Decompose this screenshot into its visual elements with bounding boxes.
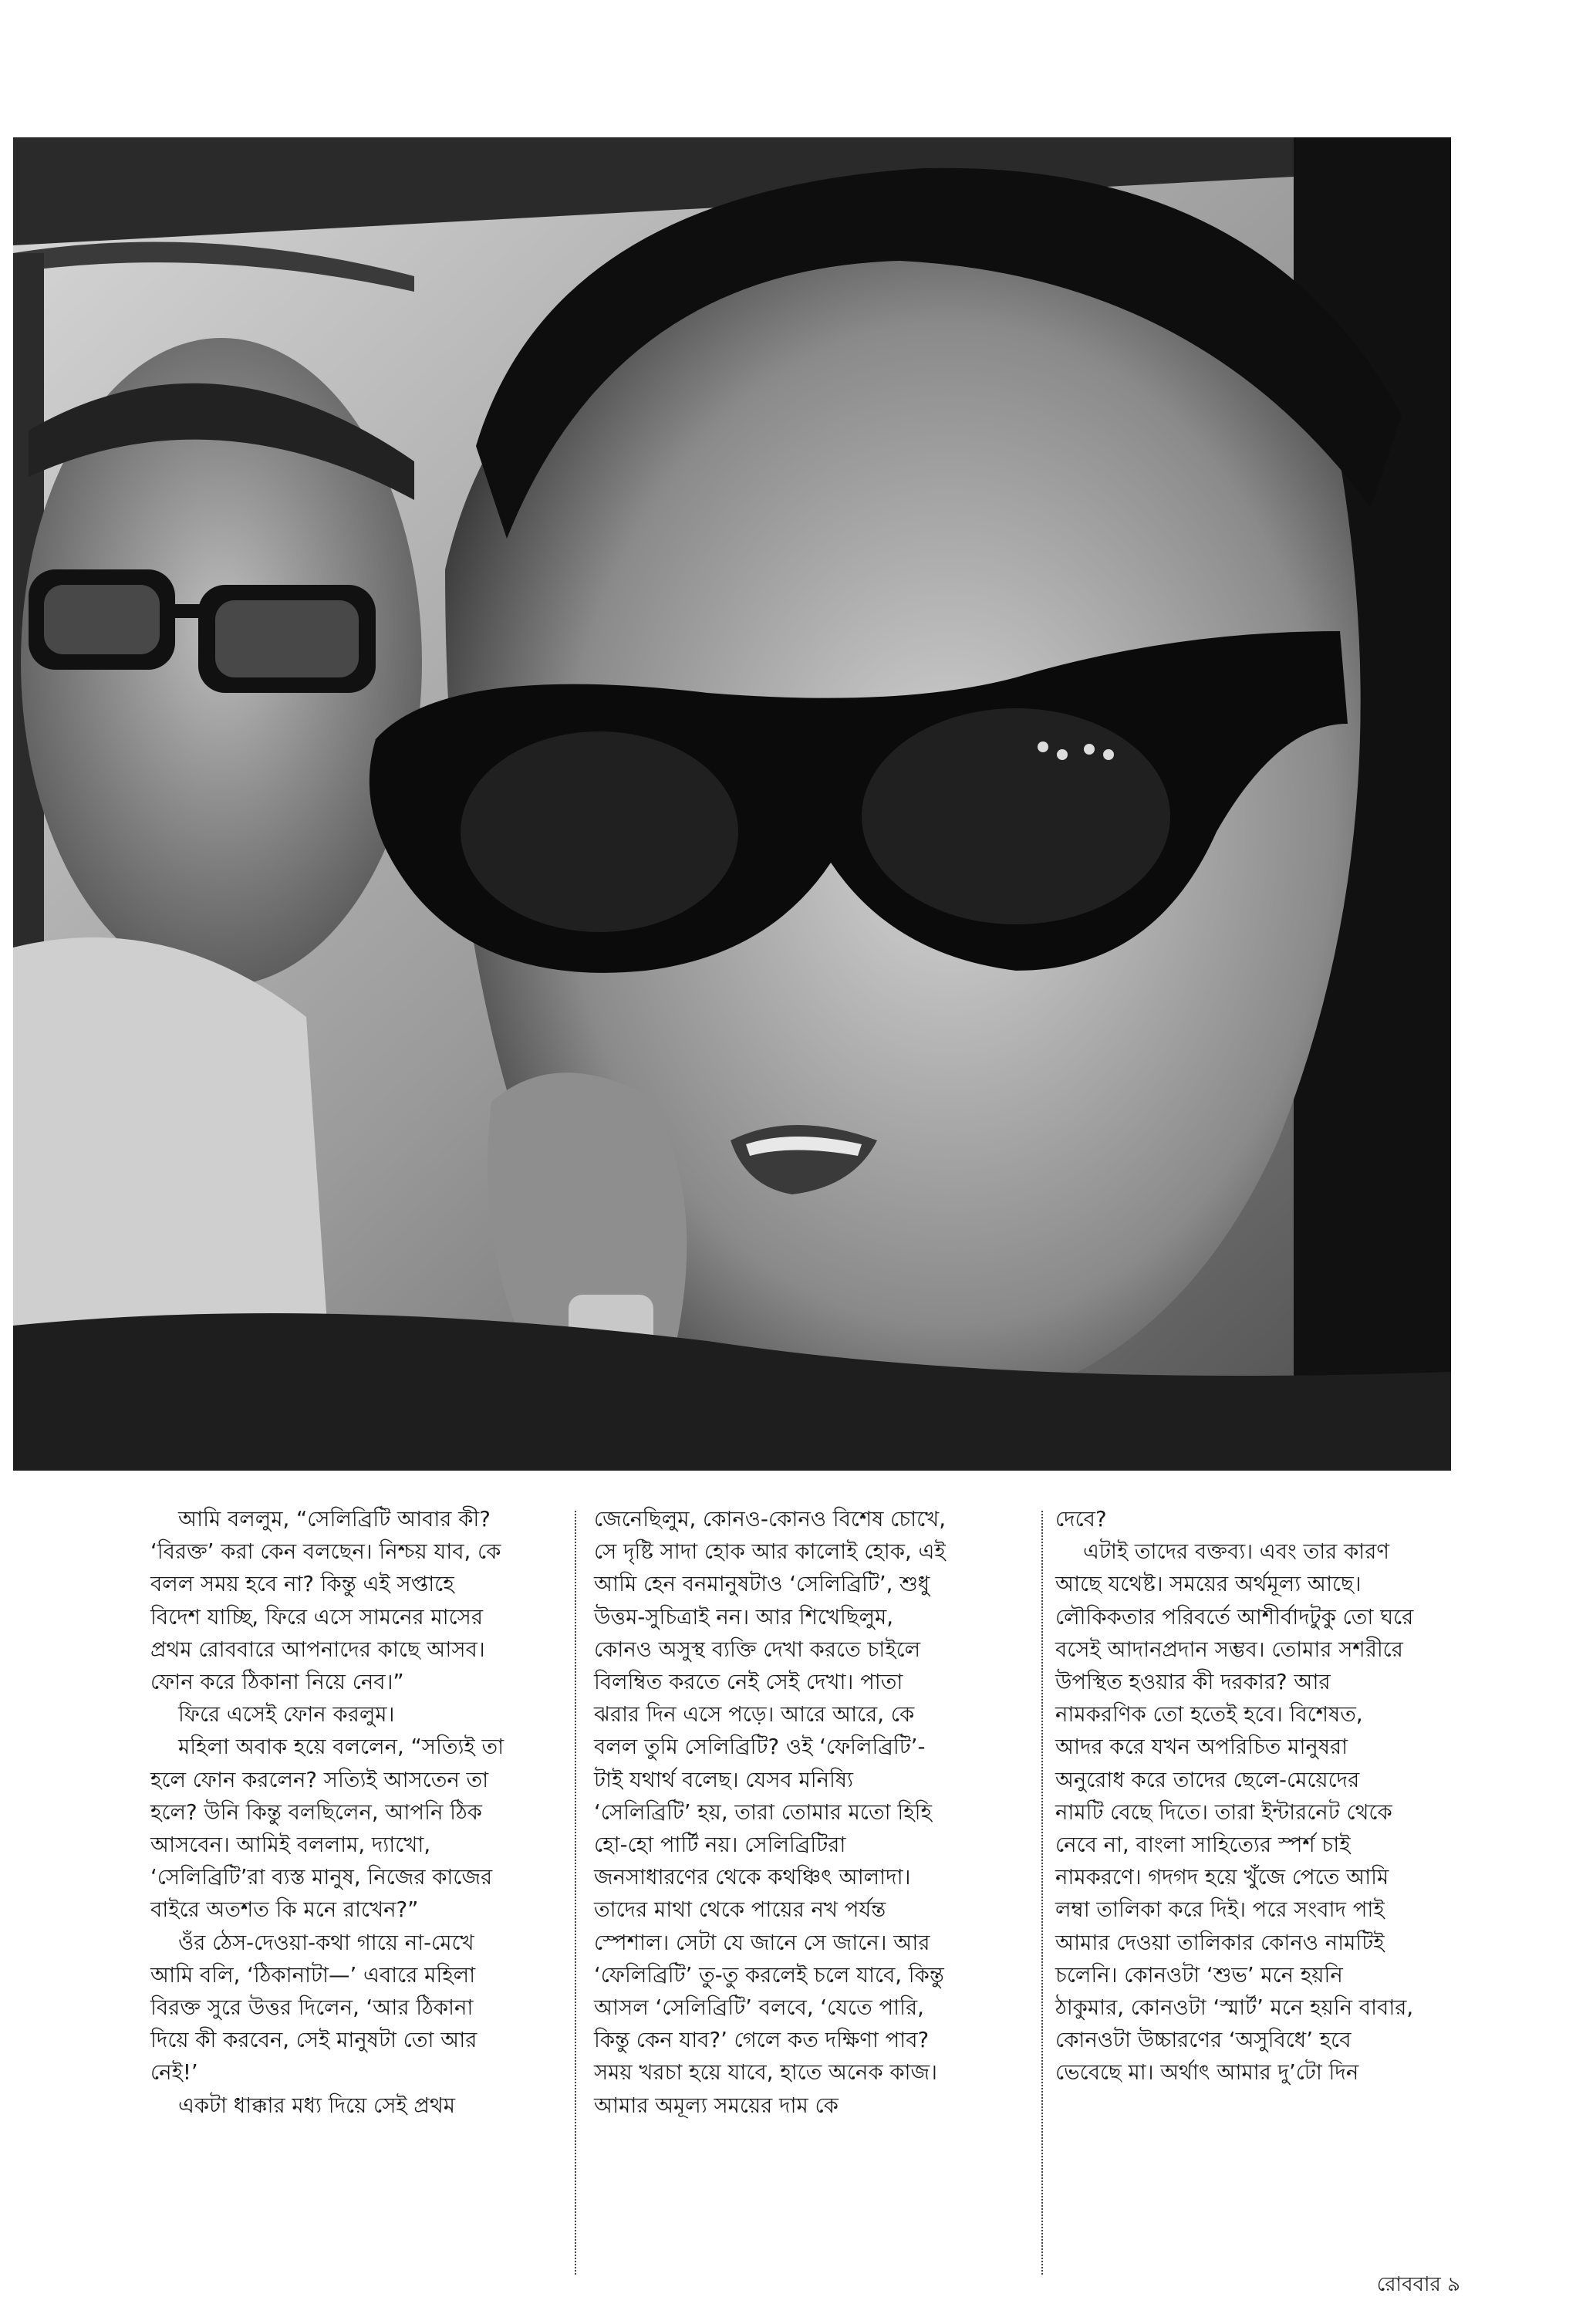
- paragraph: ওঁর ঠেস-দেওয়া-কথা গায়ে না-মেখে আমি বলি, ‘ঠিকানাটা—’ এবারে মহিলা বিরক্ত সুরে উত্তর দিলেন, ‘আর ঠিকানা দিয়ে কী করবেন, সেই মানুষটা তো আর নেই!’: [150, 1930, 478, 2086]
- page-folio: রোববার ৯: [1376, 2273, 1460, 2296]
- photo-two-men-sunglasses-icon: [13, 137, 1451, 1471]
- text-column-3: [1055, 1503, 1414, 2089]
- paragraph: একটা ধাক্কার মধ্য দিয়ে সেই প্রথম: [178, 2093, 456, 2118]
- paragraph: এটাই তাদের বক্তব্য। এবং তার কারণ আছে যথেষ্ট। সময়ের অর্থমূল্য আছে। লৌকিকতার পরিবর্তে আশীর্বাদটুকু তো ঘরে বসেই আদানপ্রদান সম্ভব। তোমার সশরীরে উপস্থিত হওয়ার কী দরকার? আর নামকরণিক তো হতেই হবে। বিশেষত, আদর করে যখন অপরিচিত মানুষরা অনুরোধ করে তাদের ছেলে-মেয়েদের নামটি বেছে দিতে। তারা ইন্টারনেট থেকে নেবে না, বাংলা সাহিত্যের স্পর্শ চাই নামকরণে। গদগদ হয়ে খুঁজে পেতে আমি লম্বা তালিকা করে দিই। পরে সংবাদ পাই আমার দেওয়া তালিকার কোনও নামটিই চলেনি। কোনওটা ‘শুভ’ মনে হয়নি ঠাকুমার, কোনওটা ‘স্মার্ট’ মনে হয়নি বাবার, কোনওটা উচ্চারণের ‘অসুবিধে’ হবে ভেবেছে মা। অর্থাৎ আমার দু’টো দিন: [1055, 1539, 1414, 2086]
- paragraph: দেবে?: [1055, 1507, 1107, 1532]
- text-column-1: [150, 1503, 509, 2122]
- column-divider: [1041, 1511, 1043, 2275]
- article-photo: [13, 137, 1451, 1471]
- paragraph: মহিলা অবাক হয়ে বললেন, “সত্যিই তা হলে ফোন করলেন? সত্যিই আসতেন তা হলে? উনি কিন্তু বলছিলেন, আপনি ঠিক আসবেন। আমিই বললাম, দ্যাখো, ‘সেলিব্রিটি’রা ব্যস্ত মানুষ, নিজের কাজের বাইরে অতশত কি মনে রাখেন?”: [150, 1735, 505, 1923]
- paragraph: আমি বললুম, “সেলিব্রিটি আবার কী? ‘বিরক্ত’ করা কেন বলছেন। নিশ্চয় যাব, কে বলল সময় হবে না? কিন্তু এই সপ্তাহে বিদেশ যাচ্ছি, ফিরে এসে সামনের মাসের প্রথম রোববারে আপনাদের কাছে আসব। ফোন করে ঠিকানা নিয়ে নেব।”: [150, 1507, 501, 1695]
- text-column-2: [594, 1503, 953, 2122]
- paragraph: জেনেছিলুম, কোনও-কোনও বিশেষ চোখে, সে দৃষ্টি সাদা হোক আর কালোই হোক, এই আমি হেন বনমানুষটাও ‘সেলিব্রিটি’, শুধু উত্তম-সুচিত্রাই নন। আর শিখেছিলুম, কোনও অসুস্থ ব্যক্তি দেখা করতে চাইলে বিলম্বিত করতে নেই সেই দেখা। পাতা ঝরার দিন এসে পড়ে। আরে আরে, কে বলল তুমি সেলিব্রিটি? ওই ‘ফেলিব্রিটি’-টাই যথার্থ বলেছ। যেসব মনিষ্যি ‘সেলিব্রিটি’ হয়, তারা তোমার মতো হিহি হো-হো পার্টি নয়। সেলিব্রিটিরা জনসাধারণের থেকে কথঞ্চিৎ আলাদা। তাদের মাথা থেকে পায়ের নখ পর্যন্ত স্পেশাল। সেটা যে জানে সে জানে। আর ‘ফেলিব্রিটি’ তু-তু করলেই চলে যাবে, কিন্তু আসল ‘সেলিব্রিটি’ বলবে, ‘যেতে পারি, কিন্তু কেন যাব?’ গেলে কত দক্ষিণা পাব? সময় খরচা হয়ে যাবে, হাতে অনেক কাজ। আমার অমূল্য সময়ের দাম কে: [594, 1507, 946, 2118]
- column-divider: [575, 1511, 576, 2275]
- paragraph: ফিরে এসেই ফোন করলুম।: [178, 1702, 395, 1728]
